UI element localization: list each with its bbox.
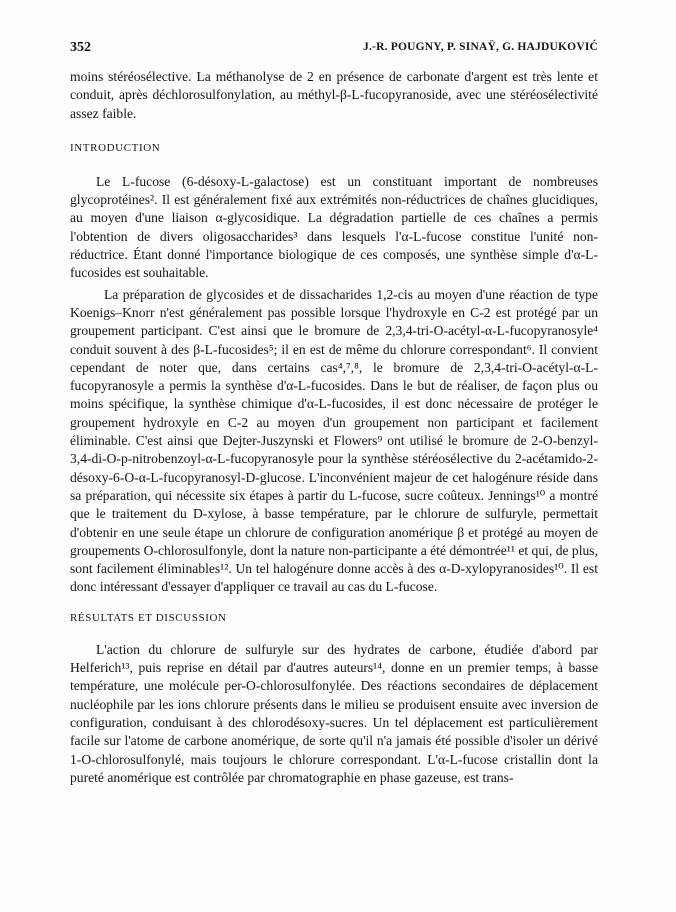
page-number: 352: [70, 40, 91, 55]
article-body: [70, 68, 598, 787]
opening-paragraph: moins stéréosélective. La méthanolyse de 2 en présence de carbonate d'argent est très lente et conduit, après déchlorosulfonylation, au méthyl-β-L-fucopyranoside, avec une stéréosélectivité assez faible.: [70, 69, 598, 121]
section-heading-introduction: INTRODUCTION: [70, 141, 161, 154]
introduction-paragraph: Le L-fucose (6-désoxy-L-galactose) est un constituant important de nombreuses glycoprotéines². Il est généralement fixé aux extrémités non-réductrices de chaînes glucidiques, au moyen d'une liaison α-glycosidique. La dégradation partielle de ces chaînes a permis l'obtention de divers oligosaccharides³ dans lesquels l'α-L-fucose constitue l'unité non-réductrice. Étant donné l'importance biologique de ces composés, une synthèse simple d'α-L-fucosides est souhaitable.: [70, 173, 598, 281]
section-heading-results: RÉSULTATS ET DISCUSSION: [70, 611, 227, 624]
introduction-paragraph: La préparation de glycosides et de dissacharides 1,2-cis au moyen d'une réaction de type Koenigs–Knorr n'est généralement pas possible lorsque l'hydroxyle en C-2 est protégé par un groupement participant. C'est ainsi que le bromure de 2,3,4-tri-O-acétyl-α-L-fucopyranosyle⁴ conduit souvent à des β-L-fucosides⁵; il en est de même du chlorure correspondant⁶. Il convient cependant de noter que, dans certains cas⁴,⁷,⁸, le bromure de 2,3,4-tri-O-acétyl-α-L-fucopyranosyle a permis la synthèse d'α-L-fucosides. Dans le but de réaliser, de façon plus ou moins spécifique, la synthèse chimique d'α-L-fucosides, il est donc nécessaire de protéger le groupement hydroxyle en C-2 au moyen d'un groupement non participant et facilement éliminable. C'est ainsi que Dejter-Juszynski et Flowers⁹ ont utilisé le bromure de 2-O-benzyl-3,4-di-O-p-nitrobenzoyl-α-L-fucopyranosyle pour la synthèse stéréosélective du 2-acétamido-2-désoxy-6-O-α-L-fucopyranosyl-D-glucose. L'inconvénient majeur de cet halogénure réside dans sa préparation, qui nécessite six étapes à partir du L-fucose, sucre coûteux. Jennings¹⁰ a montré que le traitement du D-xylose, à basse température, par le chlorure de sulfuryle, permettait d'obtenir en une seule étape un chlorure de configuration anomérique β et protégé au moyen de groupements O-chlorosulfonyle, dont la nature non-participante a été démontrée¹¹ et qui, de plus, sont facilement éliminables¹². Un tel halogénure donne accès à des α-D-xylopyranosides¹⁰. Il est donc intéressant d'essayer d'appliquer ce travail au cas du L-fucose.: [70, 286, 598, 595]
running-header-authors: J.-R. POUGNY, P. SINAŸ, G. HAJDUKOVIĆ: [363, 41, 598, 53]
results-paragraph: L'action du chlorure de sulfuryle sur des hydrates de carbone, étudiée d'abord par Helferich¹³, puis reprise en détail par d'autres auteurs¹⁴, donne en un premier temps, à basse température, une molécule per-O-chlorosulfonylée. Des réactions secondaires de déplacement nucléophile par les ions chlorure présents dans le milieu se produisent ensuite avec inversion de configuration, conduisant à des chlorodésoxy-sucres. Un tel déplacement est particulièrement facile sur l'atome de carbone anomérique, de sorte qu'il n'a jamais été possible d'isoler un dérivé 1-O-chlorosulfonylé, mais toujours le chlorure correspondant. L'α-L-fucose cristallin dont la pureté anomérique est contrôlée par chromatographie en phase gazeuse, est trans-: [70, 641, 598, 785]
running-header: [70, 40, 598, 60]
